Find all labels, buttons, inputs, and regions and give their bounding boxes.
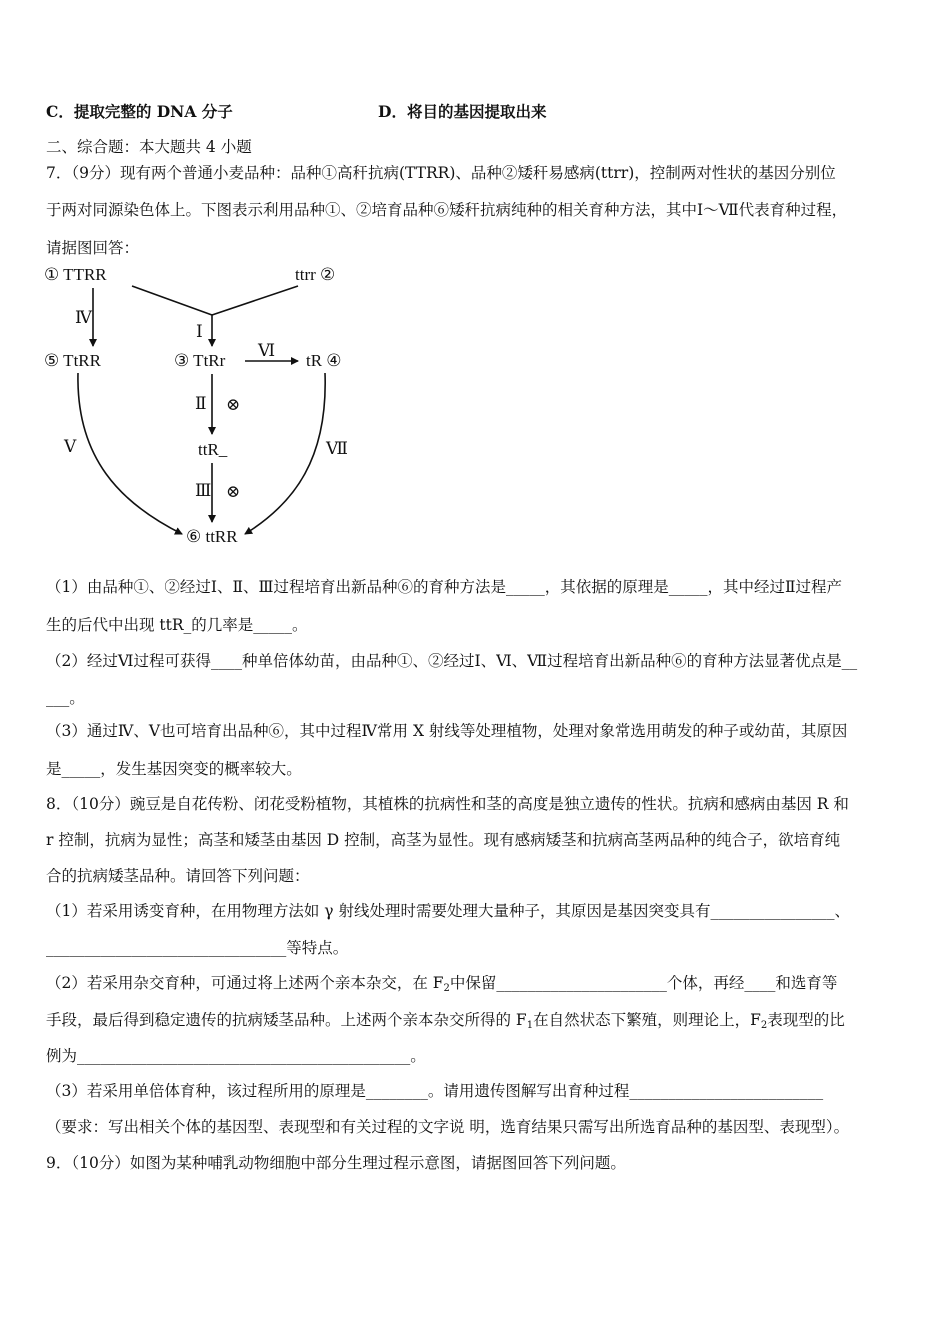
q7-sub2-line-1: （2）经过Ⅵ过程可获得____种单倍体幼苗，由品种①、②经过Ⅰ、Ⅵ、Ⅶ过程培育出新品种⑥的育种方法显著优点是__ — [46, 652, 858, 670]
q8-line-2: r 控制，抗病为显性；高茎和矮茎由基因 D 控制，高茎为显性。现有感病矮茎和抗病高茎两品种的纯合子，欲培育纯 — [46, 831, 841, 849]
node-ttr: ttR_ — [198, 440, 228, 459]
node-5-ttrr: ⑤ TtRR — [44, 351, 101, 370]
q7-sub3-line-2: 是_____，发生基因突变的概率较大。 — [46, 760, 302, 778]
q7-sub1-line-2: 生的后代中出现 ttR_的几率是_____。 — [46, 616, 308, 634]
process-4-label: Ⅳ — [75, 308, 92, 327]
process-6-label: Ⅵ — [258, 341, 276, 360]
process-1-label: Ⅰ — [196, 322, 203, 341]
line-from-node-1 — [132, 286, 212, 315]
line-from-node-2 — [212, 286, 298, 315]
q7-sub1-line-1: （1）由品种①、②经过Ⅰ、Ⅱ、Ⅲ过程培育出新品种⑥的育种方法是_____，其依据的原理是_____，其中经过Ⅱ过程产 — [46, 578, 843, 596]
q9-line-1: 9．（10分）如图为某种哺乳动物细胞中部分生理过程示意图，请据图回答下列问题。 — [46, 1154, 626, 1172]
option-c: C．提取完整的 DNA 分子 — [46, 102, 233, 121]
q8-sub1-line-2: _______________________________等特点。 — [46, 939, 349, 957]
q7-line-1: 7．（9分）现有两个普通小麦品种：品种①高秆抗病(TTRR)、品种②矮秆易感病(ttrr)，控制两对性状的基因分别位 — [46, 164, 836, 182]
q8-line-1: 8．（10分）豌豆是自花传粉、闭花受粉植物，其植株的抗病性和茎的高度是独立遗传的性状。抗病和感病由基因 R 和 — [46, 795, 849, 813]
breeding-diagram — [40, 258, 360, 553]
arrow-process-5 — [78, 373, 182, 534]
q8-line-3: 合的抗病矮茎品种。请回答下列问题： — [46, 867, 310, 885]
node-6-ttrr: ⑥ ttRR — [186, 527, 238, 546]
q8-sub2-line-2: 手段，最后得到稳定遗传的抗病矮茎品种。上述两个亲本杂交所得的 $F_1$在自然状态下繁殖，则理论上，$F_2$表现型的比 — [46, 1011, 845, 1031]
process-5-label: Ⅴ — [64, 437, 77, 456]
process-7-label: Ⅶ — [326, 439, 348, 458]
q7-sub3-line-1: （3）通过Ⅳ、Ⅴ也可培育出品种⑥，其中过程Ⅳ常用 X 射线等处理植物，处理对象常选用萌发的种子或幼苗，其原因 — [46, 722, 848, 740]
q8-sub2-line-1: （2）若采用杂交育种，可通过将上述两个亲本杂交，在 $F_2$中保留______________________个体，再经____和选育等 — [46, 974, 838, 994]
q8-sub1-line-1: （1）若采用诱变育种，在用物理方法如 γ 射线处理时需要处理大量种子，其原因是基因突变具有________________、 — [46, 902, 850, 920]
node-2-ttrr: ttrr ② — [295, 265, 336, 284]
node-1-ttrr: ① TTRR — [44, 265, 107, 284]
q8-sub2-line-3: 例为___________________________________________。 — [46, 1047, 426, 1065]
node-3-ttrr: ③ TtRr — [174, 351, 226, 370]
arrow-process-7 — [245, 373, 325, 534]
q7-line-3: 请据图回答： — [46, 239, 140, 257]
section-heading: 二、综合题：本大题共 4 小题 — [46, 138, 252, 156]
q8-sub3-line-2: （要求：写出相关个体的基因型、表现型和有关过程的文字说 明，选育结果只需写出所选育品种的基因型、表现型）。 — [46, 1118, 850, 1136]
option-d: D．将目的基因提取出来 — [378, 102, 547, 121]
selfing-symbol-2: ⊗ — [226, 482, 241, 501]
q7-line-2: 于两对同源染色体上。下图表示利用品种①、②培育品种⑥矮秆抗病纯种的相关育种方法，其中Ⅰ～Ⅶ代表育种过程， — [46, 201, 848, 219]
process-2-label: Ⅱ — [195, 394, 207, 413]
selfing-symbol-1: ⊗ — [226, 395, 241, 414]
node-4-tr: tR ④ — [306, 351, 342, 370]
q7-sub2-line-2: ___。 — [46, 689, 85, 707]
q8-sub3-line-1: （3）若采用单倍体育种，该过程所用的原理是________。请用遗传图解写出育种过程_________________________ — [46, 1082, 824, 1100]
process-3-label: Ⅲ — [195, 481, 212, 500]
